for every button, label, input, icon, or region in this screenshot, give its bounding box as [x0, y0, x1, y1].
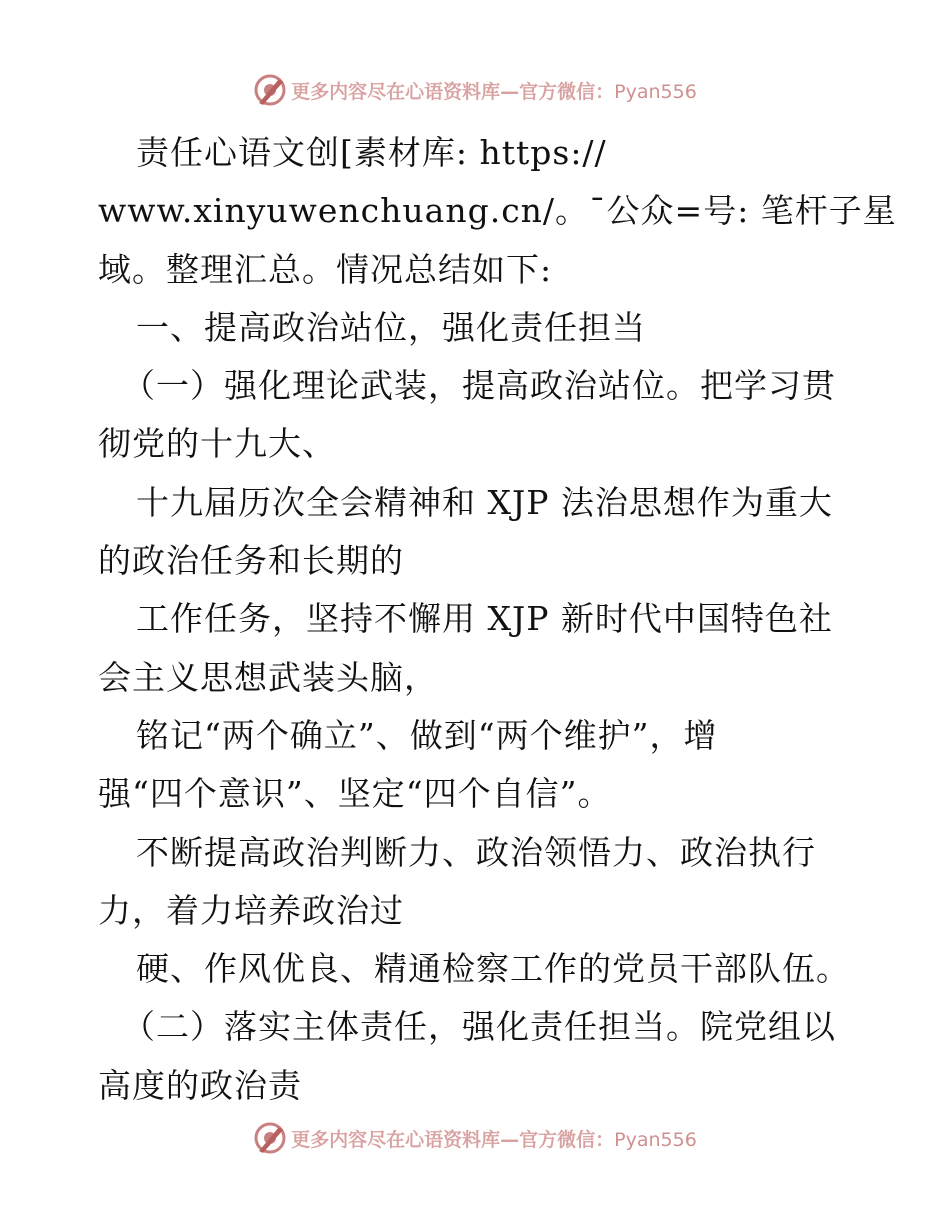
text-line: （二）落实主体责任，强化责任担当。院党组以 — [122, 1007, 836, 1047]
text-line: 高度的政治责 — [98, 1065, 302, 1105]
text-line: 强“四个意识”、坚定“四个自信”。 — [98, 774, 612, 814]
pen-logo-icon — [253, 1121, 287, 1155]
header-watermark — [0, 70, 950, 110]
pen-logo-icon — [253, 73, 287, 107]
text-line: 域。整理汇总。情况总结如下: — [98, 249, 553, 289]
text-line: 工作任务，坚持不懈用 XJP 新时代中国特色社 — [136, 599, 833, 639]
text-line: 不断提高政治判断力、政治领悟力、政治执行 — [136, 832, 816, 872]
text-line: 彻党的十九大、 — [98, 424, 336, 464]
text-line: 铭记“两个确立”、做到“两个维护”，增 — [136, 715, 718, 755]
text-line: 的政治任务和长期的 — [98, 541, 404, 581]
text-line: 力，着力培养政治过 — [98, 890, 404, 930]
document-body — [98, 124, 897, 1115]
text-line: 会主义思想武装头脑， — [98, 657, 438, 697]
footer-watermark — [0, 1118, 950, 1158]
watermark-text: 更多内容尽在心语资料库—官方微信：Pyan556 — [291, 80, 697, 103]
watermark-text: 更多内容尽在心语资料库—官方微信：Pyan556 — [291, 1128, 697, 1151]
text-line: www.xinyuwenchuang.cn/。¯公众=号: 笔杆子星 — [98, 191, 897, 231]
text-line: 责任心语文创[素材库: https:// — [136, 133, 607, 172]
text-line: 硬、作风优良、精通检察工作的党员干部队伍。 — [136, 949, 850, 989]
section-heading: 一、提高政治站位，强化责任担当 — [136, 307, 646, 347]
text-line: 十九届历次全会精神和 XJP 法治思想作为重大 — [136, 482, 833, 522]
text-line: （一）强化理论武装，提高政治站位。把学习贯 — [122, 366, 836, 406]
